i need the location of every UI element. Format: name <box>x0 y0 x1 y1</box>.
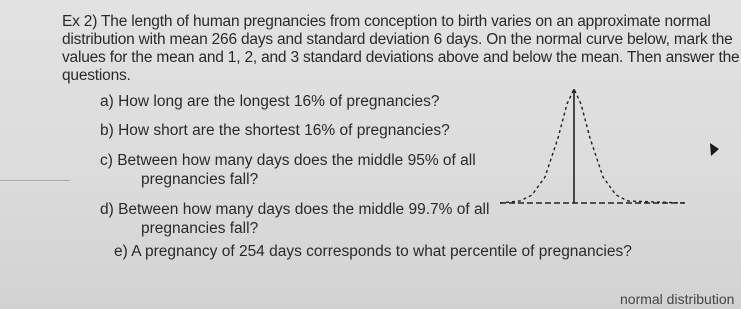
question-b: b) How short are the shortest 16% of pregnancies? <box>100 122 450 139</box>
question-a: a) How long are the longest 16% of pregnancies? <box>100 93 440 110</box>
question-d: d) Between how many days does the middle 99.7% of all <box>100 201 490 218</box>
footer-text: normal distribution <box>620 291 735 307</box>
intro-line-1: Ex 2) The length of human pregnancies from conception to birth varies on an approximate normal <box>62 13 711 30</box>
margin-mark <box>0 180 70 181</box>
pointer-icon <box>708 139 722 159</box>
normal-curve-line <box>500 89 685 203</box>
question-c-continued: pregnancies fall? <box>141 171 259 188</box>
question-c: c) Between how many days does the middle 95% of all <box>100 152 476 169</box>
intro-line-4: questions. <box>62 67 131 84</box>
question-d-continued: pregnancies fall? <box>141 220 259 237</box>
normal-curve <box>500 84 700 214</box>
intro-line-3: values for the mean and 1, 2, and 3 standard deviations above and below the mean. Then answer the <box>62 49 740 66</box>
question-e: e) A pregnancy of 254 days corresponds to what percentile of pregnancies? <box>114 243 632 260</box>
intro-line-2: distribution with mean 266 days and standard deviation 6 days. On the normal curve below, mark the <box>62 31 733 48</box>
